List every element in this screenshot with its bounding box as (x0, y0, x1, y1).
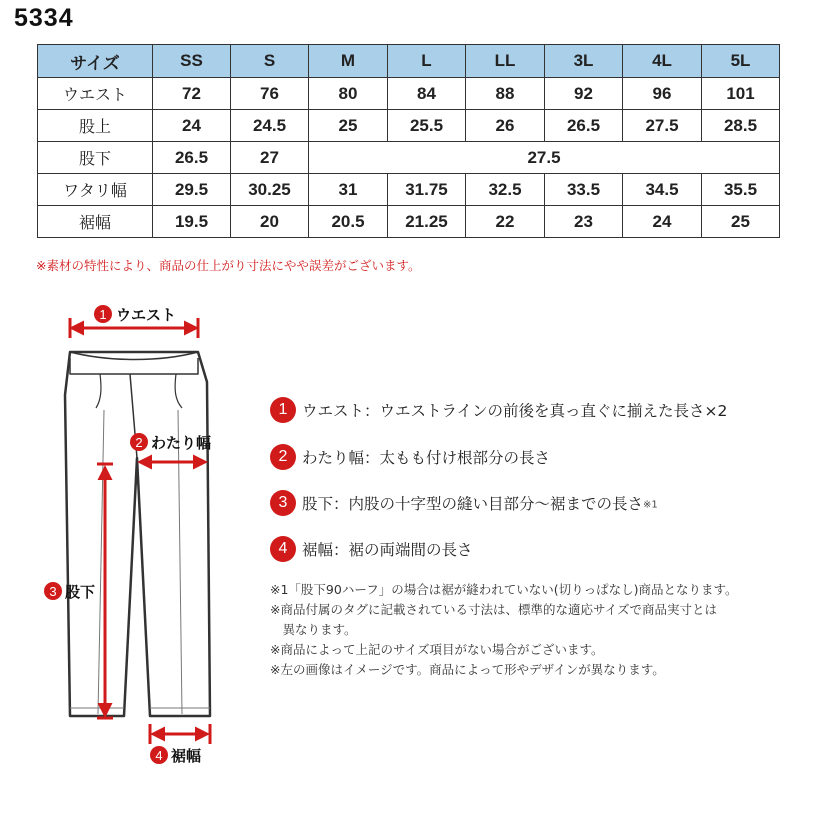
table-cell: 24 (623, 206, 702, 238)
hem-width-label (150, 746, 201, 765)
size-table (37, 44, 780, 238)
table-cell: 22 (466, 206, 545, 238)
table-cell: 101 (702, 78, 780, 110)
svg-text:わたり幅: わたり幅 (151, 434, 212, 452)
table-cell-merged: 27.5 (309, 142, 780, 174)
svg-text:3: 3 (49, 584, 57, 599)
legend-term: 裾幅 (302, 541, 334, 559)
footnote-line: ※1「股下90ハーフ」の場合は裾が縫われていない(切りっぱなし)商品となります。 (270, 582, 738, 597)
table-cell: 29.5 (153, 174, 231, 206)
row-label: ワタリ幅 (38, 174, 153, 206)
header-cell: 5L (702, 45, 780, 78)
legend-item-hem-width (270, 536, 473, 562)
product-code: 5334 (14, 4, 74, 32)
table-cell: 27.5 (623, 110, 702, 142)
header-cell: M (309, 45, 388, 78)
svg-text:1: 1 (99, 307, 107, 322)
number-badge: 4 (270, 536, 296, 562)
number-badge: 2 (270, 444, 296, 470)
header-cell: LL (466, 45, 545, 78)
table-cell: 33.5 (545, 174, 623, 206)
table-cell: 88 (466, 78, 545, 110)
row-label: 股上 (38, 110, 153, 142)
svg-text:股下: 股下 (65, 583, 96, 601)
table-cell: 20.5 (309, 206, 388, 238)
legend-item-inseam (270, 490, 658, 516)
legend-desc: ：内股の十字型の縫い目部分〜裾までの長さ (333, 495, 644, 513)
table-cell: 24.5 (231, 110, 309, 142)
table-header-row (38, 45, 780, 78)
number-badge: 3 (270, 490, 296, 516)
table-row (38, 206, 780, 238)
legend-term: 股下 (302, 495, 334, 513)
row-label: 股下 (38, 142, 153, 174)
table-cell: 34.5 (623, 174, 702, 206)
table-cell: 26.5 (545, 110, 623, 142)
table-row (38, 142, 780, 174)
table-row (38, 174, 780, 206)
table-cell: 31 (309, 174, 388, 206)
table-cell: 25 (702, 206, 780, 238)
hem-width-arrow (150, 724, 210, 744)
table-cell: 76 (231, 78, 309, 110)
table-cell: 72 (153, 78, 231, 110)
table-cell: 92 (545, 78, 623, 110)
header-cell: 4L (623, 45, 702, 78)
table-cell: 80 (309, 78, 388, 110)
inseam-label (44, 582, 95, 601)
svg-text:4: 4 (155, 748, 163, 763)
legend-term: わたり幅 (302, 449, 365, 467)
footnote-ref: ※1 (643, 499, 658, 511)
svg-text:ウエスト: ウエスト (116, 306, 177, 324)
table-cell: 27 (231, 142, 309, 174)
thigh-width-label (130, 433, 211, 452)
table-cell: 26.5 (153, 142, 231, 174)
tolerance-note: ※素材の特性により、商品の仕上がり寸法にやや誤差がございます。 (36, 258, 421, 273)
table-cell: 31.75 (388, 174, 466, 206)
table-cell: 35.5 (702, 174, 780, 206)
table-cell: 26 (466, 110, 545, 142)
table-cell: 23 (545, 206, 623, 238)
waist-label (94, 305, 176, 324)
table-cell: 96 (623, 78, 702, 110)
header-cell: 3L (545, 45, 623, 78)
table-cell: 32.5 (466, 174, 545, 206)
table-cell: 84 (388, 78, 466, 110)
table-cell: 25 (309, 110, 388, 142)
legend-item-thigh-width (270, 444, 550, 470)
footnote-line: ※左の画像はイメージです。商品によって形やデザインが異なります。 (270, 662, 665, 677)
footnote-line: ※商品によって上記のサイズ項目がない場合がございます。 (270, 642, 604, 657)
legend-item-waist (270, 397, 727, 423)
header-cell: L (388, 45, 466, 78)
number-badge: 1 (270, 397, 296, 423)
header-cell: SS (153, 45, 231, 78)
table-cell: 19.5 (153, 206, 231, 238)
table-row (38, 110, 780, 142)
table-cell: 28.5 (702, 110, 780, 142)
table-cell: 25.5 (388, 110, 466, 142)
inseam-arrow (97, 464, 113, 718)
table-cell: 21.25 (388, 206, 466, 238)
footnote-line: ※商品付属のタグに記載されている寸法は、標準的な適応サイズで商品実寸とは (270, 602, 717, 617)
row-label: 裾幅 (38, 206, 153, 238)
table-cell: 24 (153, 110, 231, 142)
legend-term: ウエスト (302, 402, 365, 420)
table-cell: 20 (231, 206, 309, 238)
footnotes (270, 580, 737, 680)
pants-diagram (0, 290, 260, 790)
table-cell: 30.25 (231, 174, 309, 206)
header-cell: S (231, 45, 309, 78)
table-row (38, 78, 780, 110)
pants-outline (65, 352, 210, 716)
legend-desc: ：太もも付け根部分の長さ (364, 449, 551, 467)
legend-desc: ：ウエストラインの前後を真っ直ぐに揃えた長さ×2 (364, 402, 728, 420)
footnote-line: 異なります。 (270, 622, 357, 637)
svg-text:2: 2 (135, 435, 143, 450)
header-cell: サイズ (38, 45, 153, 78)
legend-desc: ：裾の両端間の長さ (333, 541, 473, 559)
svg-text:裾幅: 裾幅 (171, 747, 202, 765)
row-label: ウエスト (38, 78, 153, 110)
